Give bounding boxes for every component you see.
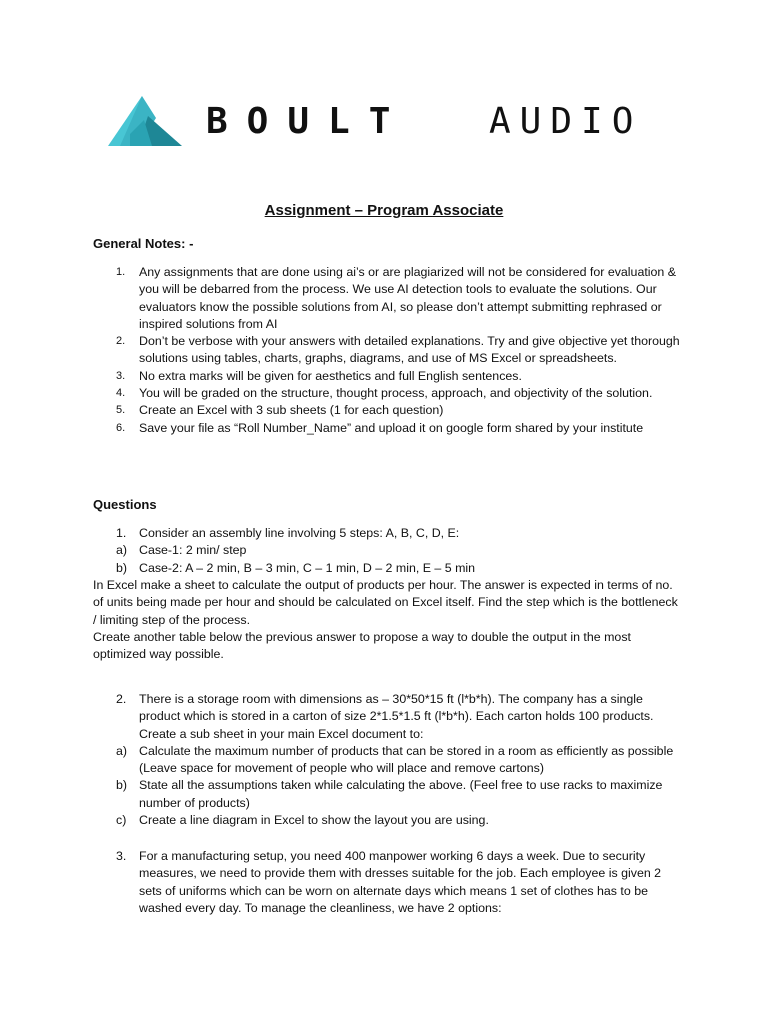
document-title: Assignment – Program Associate <box>264 202 504 219</box>
list-item <box>93 333 683 368</box>
question-3 <box>93 848 683 917</box>
list-item-number: 1. <box>116 266 126 278</box>
question-1-paragraph-2: Create another table below the previous answer to propose a way to double the output in the most optimized way possible. <box>93 630 631 662</box>
list-item-number: 5. <box>116 404 126 417</box>
questions-heading: Questions <box>93 497 157 512</box>
list-item-number: 3. <box>116 369 126 382</box>
list-item-text: You will be graded on the structure, thought process, approach, and objectivity of the solution. <box>139 386 653 401</box>
list-item <box>93 385 683 402</box>
list-item-text: Don’t be verbose with your answers with detailed explanations. Try and give objective yet thorough solutions using tables, charts, graphs, diagrams, and use of MS Excel or spreadsheets. <box>139 334 680 366</box>
list-item <box>93 420 683 437</box>
question-number: 3. <box>116 849 127 863</box>
sub-item-letter: b) <box>116 560 128 575</box>
question-1 <box>93 525 683 577</box>
sub-item <box>93 812 683 829</box>
boult-audio-logo <box>108 96 668 148</box>
question-item <box>93 525 683 542</box>
list-item-text: Create an Excel with 3 sub sheets (1 for each question) <box>139 403 444 418</box>
question-item <box>93 691 683 743</box>
list-item-text: Save your file as “Roll Number_Name” and upload it on google form shared by your institute <box>139 420 644 435</box>
sub-item-letter: a) <box>116 543 128 558</box>
list-item-text: No extra marks will be given for aesthetics and full English sentences. <box>139 368 522 383</box>
list-item-number: 2. <box>116 335 126 348</box>
list-item-number: 4. <box>116 387 126 400</box>
question-1-paragraph-1: In Excel make a sheet to calculate the output of products per hour. The answer is expected in terms of no. of units being made per hour and should be calculated on Excel itself. Find the step which is the bottleneck / limiting step of the process. <box>93 578 678 627</box>
sub-item-text: Calculate the maximum number of products that can be stored in a room as efficiently as possible (Leave space for movement of people who will place and remove cartons) <box>139 743 674 776</box>
logo-brand-text: BOULT <box>206 101 410 142</box>
logo-product-text: AUDIO <box>489 101 643 142</box>
sub-item-text: State all the assumptions taken while calculating the above. (Feel free to use racks to maximize number of products) <box>139 778 663 810</box>
list-item <box>93 368 683 385</box>
question-2 <box>93 691 683 829</box>
sub-item-letter: a) <box>116 743 128 758</box>
sub-item <box>93 560 683 577</box>
question-item <box>93 848 683 917</box>
sub-item <box>93 542 683 559</box>
list-item-text: Any assignments that are done using ai’s or are plagiarized will not be considered for evaluation & you will be debarred from the process. We use AI detection tools to evaluate the solutions. Our evaluators know the possible solutions from AI, so please don’t attempt submitting rephrased or inspired solutions from AI <box>139 265 677 331</box>
general-notes-heading: General Notes: - <box>93 236 194 251</box>
question-text: Consider an assembly line involving 5 steps: A, B, C, D, E: <box>139 526 460 540</box>
sub-item <box>93 743 683 778</box>
question-text: There is a storage room with dimensions as – 30*50*15 ft (l*b*h). The company has a single product which is stored in a carton of size 2*1.5*1.5 ft (l*b*h). Each carton holds 100 products. Create a sub sheet in your main Excel document to: <box>139 692 654 741</box>
sub-item <box>93 777 683 812</box>
sub-item-letter: c) <box>116 813 127 828</box>
sub-item-letter: b) <box>116 778 128 793</box>
general-notes-list <box>93 264 683 437</box>
question-number: 2. <box>116 692 127 706</box>
question-number: 1. <box>116 526 127 540</box>
list-item-number: 6. <box>116 421 126 434</box>
question-text: For a manufacturing setup, you need 400 manpower working 6 days a week. Due to security measures, we need to provide them with dresses suitable for the job. Each employee is given 2 sets of uniforms which can be worn on alternate days which means 1 set of clothes has to be washed every day. To manage the cleanliness, we have 2 options: <box>139 849 662 915</box>
sub-item-text: Case-1: 2 min/ step <box>139 543 247 558</box>
list-item <box>93 264 683 333</box>
sub-item-text: Case-2: A – 2 min, B – 3 min, C – 1 min, D – 2 min, E – 5 min <box>139 560 476 575</box>
list-item <box>93 402 683 419</box>
boult-triangle-logo-icon <box>108 96 186 148</box>
sub-item-text: Create a line diagram in Excel to show the layout you are using. <box>139 813 489 828</box>
